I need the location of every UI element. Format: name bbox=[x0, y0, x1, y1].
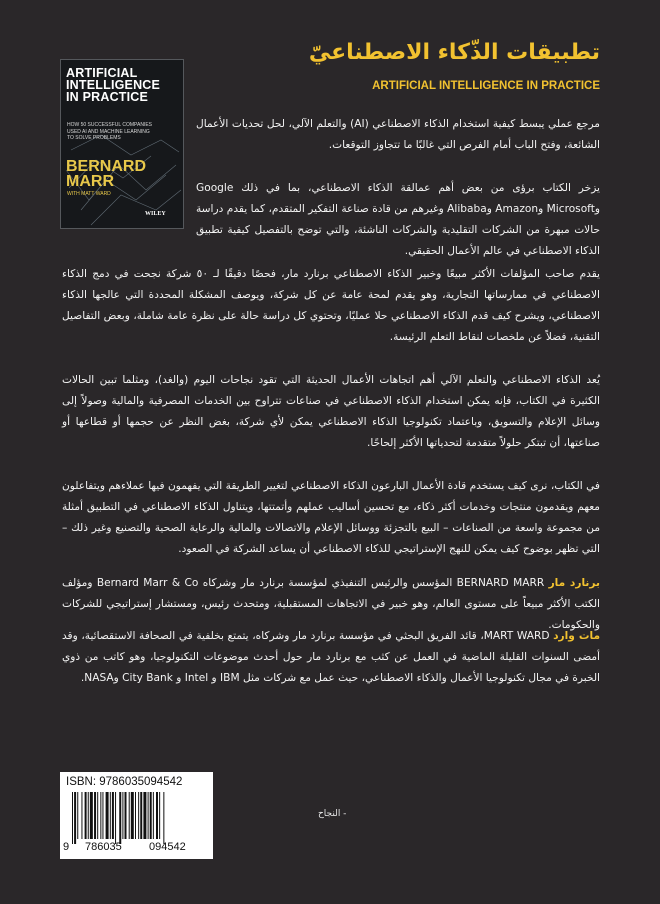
author-name-marr: برنارد مار bbox=[548, 577, 600, 589]
barcode-bar bbox=[153, 792, 154, 839]
author-bio-ward bbox=[62, 626, 600, 689]
author-bio-ward-text: MART WARD، قائد الفريق البحثي في مؤسسة برنارد مار وشركاه، يتمتع بخلفية في الصحافة الاستقصائية، وقد أمضى السنوات القليلة الماضية في العمل عن كثب مع برنارد مار حول أحدث موضوعات التكنولوجيا، وهو كاتب من ذوي الخبرة في مجال تكنولوجيا الأعمال والذكاء الاصطناعي، حيث عمل مع شركات مثل IBM و Intel و City Bank وNASA. bbox=[62, 630, 600, 684]
barcode-bar bbox=[81, 792, 82, 839]
barcode-bar bbox=[72, 792, 73, 844]
barcode-label bbox=[60, 772, 213, 859]
barcode-bar bbox=[159, 792, 160, 839]
english-title: ARTIFICIAL INTELLIGENCE IN PRACTICE bbox=[372, 80, 600, 92]
barcode-bar bbox=[88, 792, 89, 839]
thumbnail-subtitle: HOW 50 SUCCESSFUL COMPANIES USED AI AND MACHINE LEARNING TO SOLVE PROBLEMS bbox=[67, 122, 153, 141]
front-cover-thumbnail bbox=[60, 59, 184, 229]
barcode-bar bbox=[148, 792, 149, 839]
barcode-digits-right: 094542 bbox=[149, 841, 186, 853]
barcode-bar bbox=[74, 792, 76, 844]
barcode-bar bbox=[110, 792, 111, 839]
barcode-bar bbox=[94, 792, 96, 839]
barcode-bar bbox=[129, 792, 130, 839]
barcode-bar bbox=[115, 792, 116, 844]
barcode-bar bbox=[122, 792, 123, 839]
barcode-bar bbox=[131, 792, 134, 839]
thumbnail-title: ARTIFICIAL INTELLIGENCE IN PRACTICE bbox=[66, 66, 161, 104]
paragraph-examples: في الكتاب، نرى كيف يستخدم قادة الأعمال البارعون الذكاء الاصطناعي لتغيير الطريقة التي يفهمون فيها عملاءهم ويتفاعلون معهم ويقدمون منتجات وخدمات أكثر ذكاء، مع تحسين أساليب عملهم وأتمتتها، ويتناول الذكاء الاصطناعي في التطبيق أمثلة من مجموعة واسعة من الصناعات – البيع بالتجزئة ووسائل الإعلام والاتصالات والمالية والرعاية الصحية والتصنيع وغير ذلك – التي تظهر بوضوح كيف يمكن للنهج الإستراتيجي للذكاء الاصطناعي أن يساعد الشركة في الصعود. bbox=[62, 480, 600, 555]
barcode-bar bbox=[140, 792, 142, 839]
paragraph-insights: يزخر الكتاب برؤى من بعض أهم عمالقة الذكاء الاصطناعي، بما في ذلك Google وMicrosoft وAmazon وAlibaba وغيرهم من قادة صناعة التفكير المتقدم، كما يقدم دراسة حالات مبهرة من الشركات التقليدية والشركات الناشئة، والتي توضح بالتفصيل كيفية تطبيق الذكاء الاصطناعي في عالم الأعمال الحقيقي. bbox=[196, 182, 601, 257]
author-name-ward: مات وارد bbox=[553, 630, 600, 642]
barcode-digits-left: 786035 bbox=[85, 841, 122, 853]
barcode-bar bbox=[106, 792, 109, 839]
author-bio-marr-text: BERNARD MARR المؤسس والرئيس التنفيذي لمؤسسة برنارد مار وشركاه Bernard Marr & Co ومؤلف الكتب الأكثر مبيعاً على مستوى العالم، وهو خبير في الاتجاهات المستقبلية، ومتحدث رئيس، ومستشار إستراتيجي للشركات والحكومات. bbox=[62, 577, 600, 631]
barcode-bar bbox=[135, 792, 136, 839]
barcode-bars bbox=[60, 772, 213, 859]
barcode-digit-first: 9 bbox=[63, 841, 70, 853]
barcode-bar bbox=[119, 792, 121, 844]
barcode-bar bbox=[143, 792, 146, 839]
paragraph-author-overview: يقدم صاحب المؤلفات الأكثر مبيعًا وخبير الذكاء الاصطناعي برنارد مار، فحصًا دقيقًا لـ ٥٠ شركة نجحت في دمج الذكاء الاصطناعي في ممارساتها التجارية، وهو يقدم لمحة عامة عن كل شركة، ويوصف المشكلة المحددة التي عالجها الذكاء الاصطناعي، ويشرح كيف قدم الذكاء الاصطناعي حلا عمليًا، وتحتوي كل دراسة حالة على نظرة عامة شاملة، وبعض التفاصيل التقنية، فضلاً عن ملخصات لنقاط التعلم الرئيسة. bbox=[62, 268, 600, 343]
barcode-bar bbox=[77, 792, 78, 839]
barcode-bar bbox=[156, 792, 158, 839]
barcode-bar bbox=[100, 792, 101, 839]
thumbnail-coauthor: WITH MATT WARD bbox=[67, 191, 111, 197]
barcode-bar bbox=[90, 792, 93, 839]
isbn-text: ISBN: 9786035094542 bbox=[66, 776, 183, 788]
barcode-bar bbox=[102, 792, 103, 839]
paragraph-trends: يُعد الذكاء الاصطناعي والتعلم الآلي أهم اتجاهات الأعمال الحديثة التي تقود نجاحات اليوم (والغد)، ومثلما تبين الحالات الكثيرة في الكتاب، فإنه يمكن استخدام الذكاء الاصطناعي في صناعات تتراوح بين الخدمات المصرفية والمالية وصولاً إلى وسائل الإعلام والتسويق، وباعتماد تكنولوجيا الذكاء الاصطناعي يمكن لأي شركة، بغض النظر عن حجمها أو قطاعها أو صناعتها، أن تبتكر حلولاً متقدمة لتحدياتها الأكثر إلحاحًا. bbox=[62, 374, 600, 449]
thumbnail-publisher-logo: WILEY bbox=[145, 211, 166, 217]
barcode-bar bbox=[85, 792, 87, 839]
barcode-bar bbox=[125, 792, 127, 839]
barcode-bar bbox=[150, 792, 152, 839]
arabic-title: تطبيقات الذّكاء الاصطناعيّ bbox=[308, 40, 600, 65]
barcode-bar bbox=[138, 792, 139, 839]
publisher-mark: - النجاح bbox=[318, 809, 347, 819]
thumbnail-author: BERNARD MARR bbox=[66, 158, 146, 190]
barcode-bar bbox=[97, 792, 98, 839]
paragraph-intro: مرجع عملي يبسط كيفية استخدام الذكاء الاصطناعي (AI) والتعلم الآلي، لحل تحديات الأعمال الشائعة، وفتح الباب أمام الفرص التي غالبًا ما تتجاوز التوقعات. bbox=[196, 118, 600, 151]
barcode-bar bbox=[163, 792, 164, 844]
barcode-bar bbox=[112, 792, 114, 839]
